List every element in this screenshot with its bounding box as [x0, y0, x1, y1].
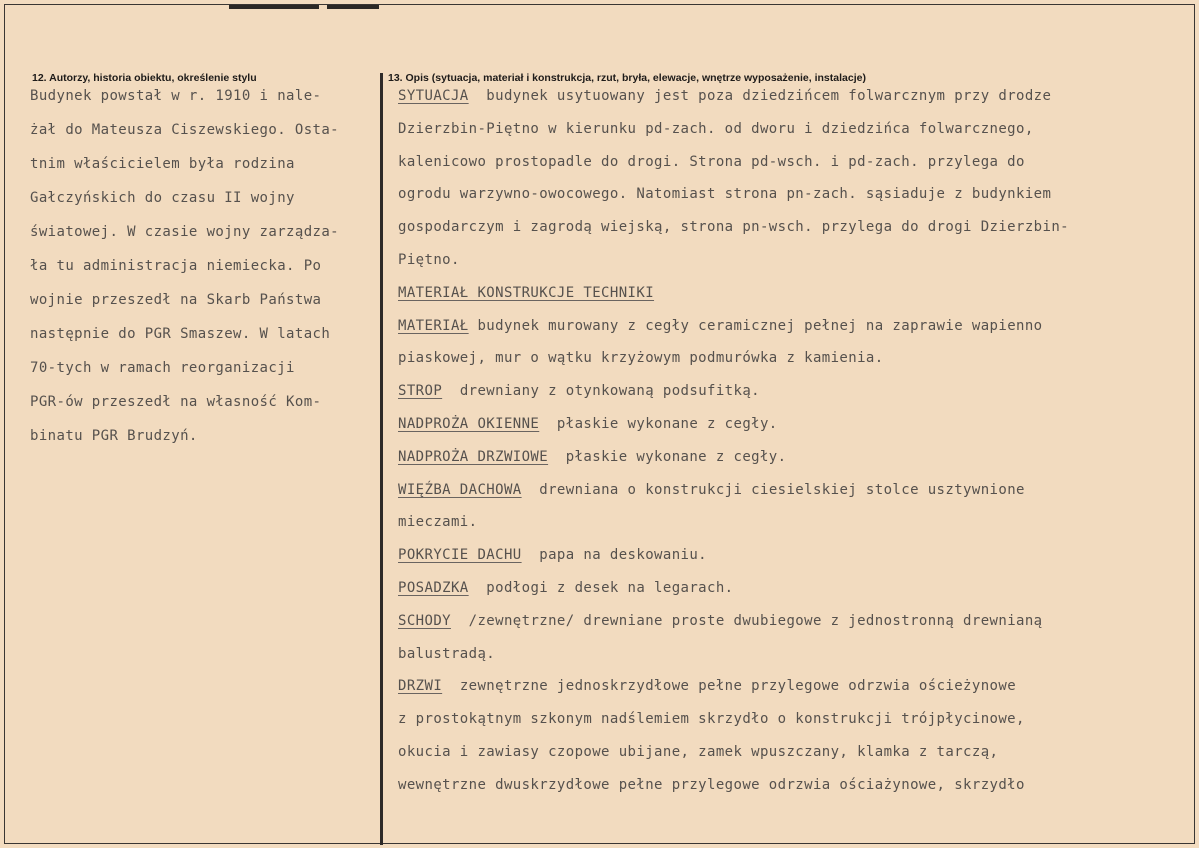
history-text-line: 70-tych w ramach reorganizacji: [30, 360, 295, 376]
history-text-line: następnie do PGR Smaszew. W latach: [30, 326, 331, 342]
description-text: zewnętrzne jednoskrzydłowe pełne przylegowe odrzwia ościeżynowe: [442, 678, 1017, 695]
history-text-line: binatu PGR Brudzyń.: [30, 428, 198, 444]
section-13-heading: 13. Opis (sytuacja, materiał i konstrukcja, rzut, bryła, elewacje, wnętrze wyposażenie, instalacje): [388, 72, 866, 84]
description-text-line: [398, 350, 884, 366]
description-text: budynek usytuowany jest poza dziedzińcem folwarcznym przy drodze: [468, 88, 1052, 104]
description-text-line: [398, 482, 1025, 498]
description-text: Dzierzbin-Piętno w kierunku pd-zach. od dworu i dziedzińca folwarcznego,: [398, 120, 1034, 137]
section-label: NADPROŻA OKIENNE: [398, 416, 540, 432]
description-text-line: [398, 186, 1051, 202]
section-label: MATERIAŁ: [398, 317, 469, 334]
description-text-line: [398, 383, 760, 399]
description-text-line: [398, 613, 1043, 629]
description-text: /zewnętrzne/ drewniane proste dwubiegowe z jednostronną drewnianą: [450, 612, 1043, 629]
description-text-line: [398, 219, 1069, 235]
description-text-line: [398, 252, 460, 268]
description-text: podłogi z desek na legarach.: [468, 580, 734, 596]
section-label: SCHODY: [398, 612, 451, 629]
section-12-heading: 12. Autorzy, historia obiektu, określenie stylu: [32, 72, 257, 84]
description-text-line: [398, 285, 654, 301]
history-text-line: ła tu administracja niemiecka. Po: [30, 258, 322, 274]
description-text: drewniany z otynkowaną podsufitką.: [442, 383, 760, 400]
description-text-line: [398, 547, 707, 563]
description-text-line: [398, 154, 1025, 170]
description-text: kalenicowo prostopadle do drogi. Strona pd-wsch. i pd-zach. przylega do: [398, 153, 1025, 170]
section-label: NADPROŻA DRZWIOWE: [398, 448, 549, 465]
description-text: balustradą.: [398, 645, 496, 662]
column-divider: [380, 73, 383, 845]
description-text: wewnętrzne dwuskrzydłowe pełne przylegowe odrzwia ościażynowe, skrzydło: [398, 776, 1025, 793]
history-text-line: żał do Mateusza Ciszewskiego. Osta-: [30, 122, 340, 138]
description-text-line: [398, 88, 1051, 104]
description-text-line: [398, 678, 1016, 694]
description-text: ogrodu warzywno-owocowego. Natomiast strona pn-zach. sąsiaduje z budynkiem: [398, 186, 1052, 203]
description-text-line: [398, 416, 778, 432]
history-text-line: Gałczyńskich do czasu II wojny: [30, 190, 295, 206]
description-text: płaskie wykonane z cegły.: [539, 416, 778, 432]
description-text: okucia i zawiasy czopowe ubijane, zamek wpuszczany, klamka z tarczą,: [398, 744, 999, 760]
description-text: mieczami.: [398, 514, 478, 531]
description-text: płaskie wykonane z cegły.: [548, 448, 787, 465]
section-label: DRZWI: [398, 678, 443, 695]
section-label: WIĘŹBA DACHOWA: [398, 481, 522, 498]
history-text-line: PGR-ów przeszedł na własność Kom-: [30, 394, 322, 410]
section-label: POSADZKA: [398, 580, 469, 596]
section-label: STROP: [398, 383, 443, 400]
description-text: gospodarczym i zagrodą wiejską, strona pn-wsch. przylega do drogi Dzierzbin-: [398, 219, 1069, 236]
section-label: SYTUACJA: [398, 88, 469, 104]
description-text-line: [398, 318, 1043, 334]
history-text-line: światowej. W czasie wojny zarządza-: [30, 224, 340, 240]
description-text-line: [398, 121, 1034, 137]
description-text: papa na deskowaniu.: [521, 547, 708, 564]
history-text-line: wojnie przeszedł na Skarb Państwa: [30, 292, 322, 308]
description-text-line: [398, 449, 786, 465]
section-label: MATERIAŁ KONSTRUKCJE TECHNIKI: [398, 284, 655, 301]
top-edge-mark: [229, 5, 319, 9]
top-edge-mark: [327, 5, 379, 9]
description-text: drewniana o konstrukcji ciesielskiej stolce usztywnione: [521, 481, 1025, 498]
description-text-line: [398, 777, 1025, 793]
description-text: budynek murowany z cegły ceramicznej pełnej na zaprawie wapienno: [468, 317, 1043, 334]
description-text-line: [398, 744, 998, 760]
description-text-line: [398, 711, 1025, 727]
section-label: POKRYCIE DACHU: [398, 547, 522, 564]
history-text-line: tnim właścicielem była rodzina: [30, 156, 295, 172]
history-text-line: Budynek powstał w r. 1910 i nale-: [30, 88, 322, 104]
description-text: Piętno.: [398, 252, 460, 268]
description-text: piaskowej, mur o wątku krzyżowym podmurówka z kamienia.: [398, 350, 884, 367]
description-text-line: [398, 646, 495, 662]
description-text-line: [398, 580, 734, 596]
description-text: z prostokątnym szkonym nadślemiem skrzydło o konstrukcji trójpłycinowe,: [398, 711, 1025, 728]
description-text-line: [398, 514, 477, 530]
